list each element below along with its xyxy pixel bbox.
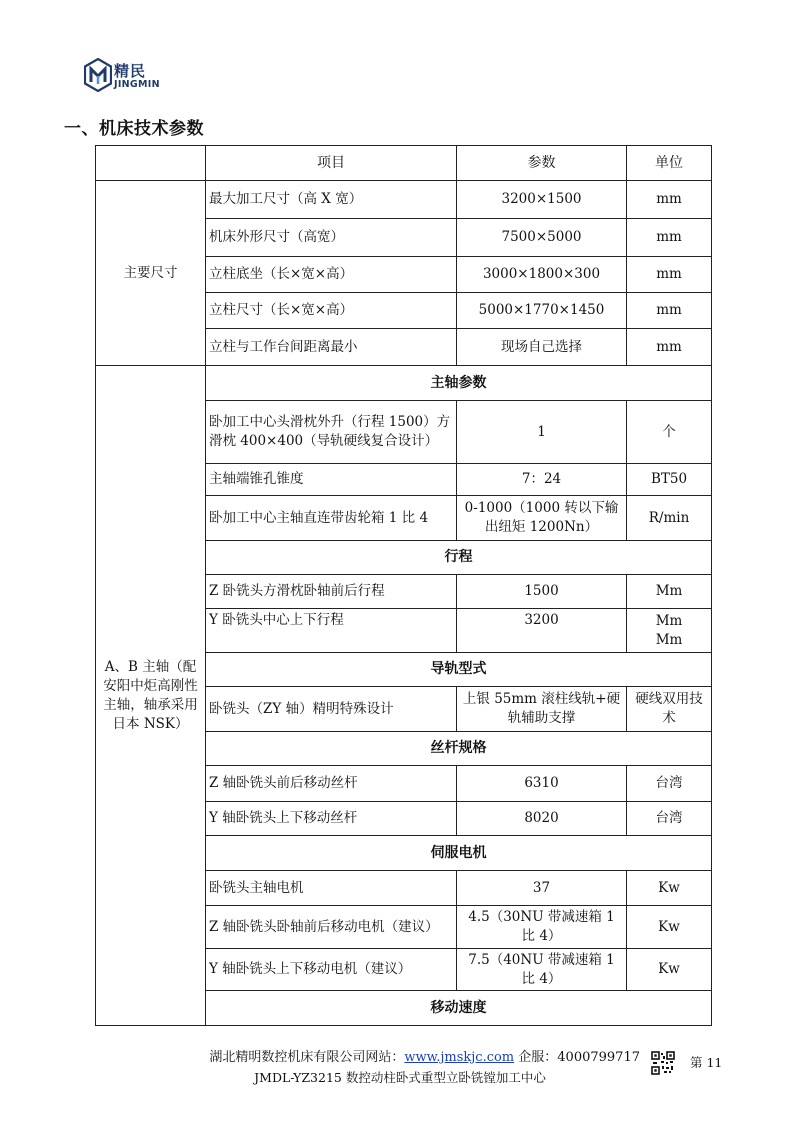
row-unit: 个 xyxy=(627,401,712,464)
row-unit xyxy=(627,609,712,653)
row-item: 立柱尺寸（长×宽×高） xyxy=(206,293,457,329)
row-param: 8020 xyxy=(457,802,627,836)
table-header-row xyxy=(96,146,712,181)
section-title-screw: 丝杆规格 xyxy=(206,732,712,766)
section-title-speed: 移动速度 xyxy=(206,991,712,1026)
row-item: 立柱与工作台间距离最小 xyxy=(206,329,457,366)
section-title-travel: 行程 xyxy=(206,541,712,575)
row-unit: mm xyxy=(627,293,712,329)
header-param: 参数 xyxy=(457,146,627,181)
row-param: 0-1000（1000 转以下输出纽矩 1200Nn） xyxy=(457,496,627,541)
row-param: 上银 55mm 滚柱线轨+硬轨辅助支撑 xyxy=(457,687,627,732)
row-item: 机床外形尺寸（高宽） xyxy=(206,219,457,257)
row-item: 立柱底坐（长×宽×高） xyxy=(206,257,457,293)
row-item: Z 轴卧铣头卧轴前后移动电机（建议） xyxy=(206,906,457,949)
row-unit: 硬线双用技术 xyxy=(627,687,712,732)
row-unit: BT50 xyxy=(627,464,712,496)
row-item: Z 轴卧铣头前后移动丝杆 xyxy=(206,766,457,802)
logo-en-text: JINGMIN xyxy=(114,79,160,90)
row-item: 卧铣头主轴电机 xyxy=(206,871,457,906)
section-title-guide: 导轨型式 xyxy=(206,653,712,687)
row-unit: mm xyxy=(627,329,712,366)
footer-company: 湖北精明数控机床有限公司网站： xyxy=(209,1050,405,1065)
section-title-motor: 伺服电机 xyxy=(206,836,712,871)
row-unit: mm xyxy=(627,219,712,257)
footer-website-link[interactable]: www.jmskjc.com xyxy=(404,1050,515,1065)
row-param: 3000×1800×300 xyxy=(457,257,627,293)
row-param: 现场自己选择 xyxy=(457,329,627,366)
row-param: 37 xyxy=(457,871,627,906)
row-param: 5000×1770×1450 xyxy=(457,293,627,329)
row-unit-line: Mm xyxy=(655,631,683,648)
row-unit: Mm xyxy=(627,575,712,609)
header-blank xyxy=(96,146,206,181)
row-item: Y 轴卧铣头上下移动丝杆 xyxy=(206,802,457,836)
row-param: 7：24 xyxy=(457,464,627,496)
row-item: 卧加工中心主轴直连带齿轮箱 1 比 4 xyxy=(206,496,457,541)
row-unit-line: Mm xyxy=(655,612,683,629)
row-param: 7500×5000 xyxy=(457,219,627,257)
footer-service: 企服：4000799717 xyxy=(518,1050,640,1065)
row-param: 6310 xyxy=(457,766,627,802)
row-unit: mm xyxy=(627,257,712,293)
page-number: 第 11 xyxy=(690,1055,723,1070)
footer-model-line: JMDL-YZ3215 数控动柱卧式重型立卧铣镗加工中心 xyxy=(254,1070,546,1085)
section-row xyxy=(96,366,712,401)
row-item: 卧铣头（ZY 轴）精明特殊设计 xyxy=(206,687,457,732)
section-heading: 一、机床技术参数 xyxy=(64,119,204,139)
row-unit: R/min xyxy=(627,496,712,541)
jingmin-logo-icon xyxy=(84,58,112,92)
header-item: 项目 xyxy=(206,146,457,181)
row-item: 卧加工中心头滑枕外升（行程 1500）方滑枕 400×400（导轨硬线复合设计） xyxy=(206,401,457,464)
logo-cn-text: 精民 xyxy=(114,62,147,80)
row-unit: Kw xyxy=(627,871,712,906)
row-param: 7.5（40NU 带减速箱 1 比 4） xyxy=(457,949,627,991)
spec-table xyxy=(95,145,712,1026)
row-param: 3200 xyxy=(457,609,627,653)
company-logo xyxy=(84,58,194,98)
row-item: Y 卧铣头中心上下行程 xyxy=(206,609,457,653)
row-param: 1500 xyxy=(457,575,627,609)
section-title-spindle: 主轴参数 xyxy=(206,366,712,401)
row-unit: Kw xyxy=(627,949,712,991)
group-main-size-label: 主要尺寸 xyxy=(96,181,206,366)
group-spindle-label: A、B 主轴（配安阳中炬高刚性主轴，轴承采用日本 NSK） xyxy=(96,366,206,1026)
row-item: Z 卧铣头方滑枕卧轴前后行程 xyxy=(206,575,457,609)
row-unit: mm xyxy=(627,181,712,219)
row-unit: 台湾 xyxy=(627,766,712,802)
row-param: 4.5（30NU 带减速箱 1 比 4） xyxy=(457,906,627,949)
row-param: 3200×1500 xyxy=(457,181,627,219)
footer-company-line xyxy=(0,1046,640,1065)
row-item: 主轴端锥孔锥度 xyxy=(206,464,457,496)
row-param: 1 xyxy=(457,401,627,464)
header-unit: 单位 xyxy=(627,146,712,181)
row-unit: Kw xyxy=(627,906,712,949)
row-item: Y 轴卧铣头上下移动电机（建议） xyxy=(206,949,457,991)
row-item: 最大加工尺寸（高 X 宽） xyxy=(206,181,457,219)
row-unit: 台湾 xyxy=(627,802,712,836)
table-row xyxy=(96,181,712,219)
